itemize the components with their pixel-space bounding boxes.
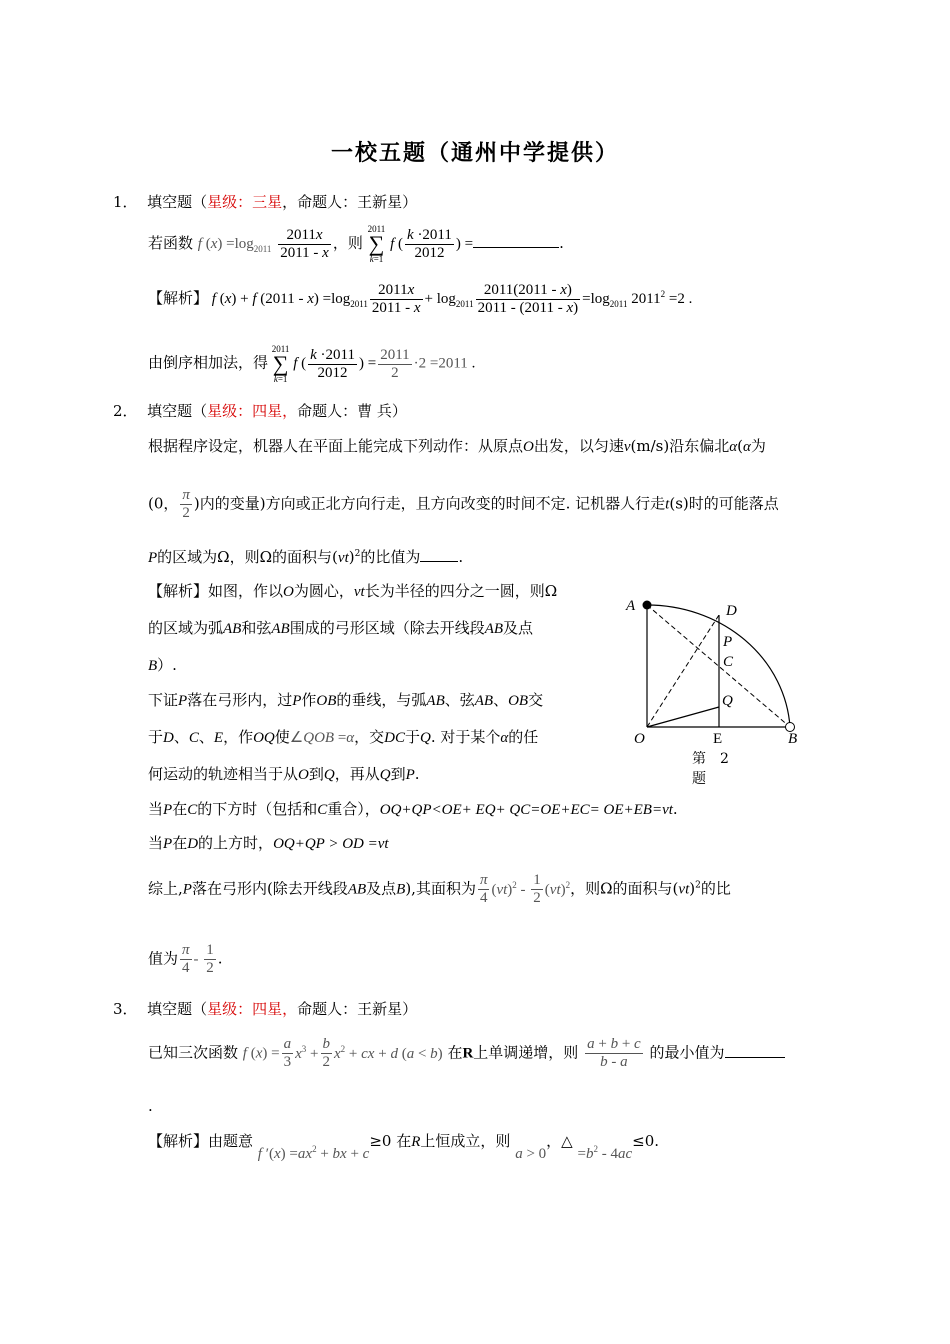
q2-solution-9: 综上,P落在弓形内(除去开线段AB及点B),其面积为 $\frac{\pi}{4}$ (vt)$^2$ - $\frac{1}{2}$ (vt)$^2$，则Ω的面积与(vt)$^2$的比 (148, 872, 731, 906)
q1-solution-2: 由倒序相加法，得 2011 ∑ k=1 f ( $\frac{k \cdot 2011}{2012}$ ) = $\frac{2011}{2}$ ·2 =2011 . (148, 344, 476, 384)
page-title: 一校五题（通州中学提供） (330, 141, 619, 166)
q3-solution: 【解析】由题意 f $'(x) =ax^2$ + bx + c≥0 在R上恒成立，则 a > 0，△ $=b^2 - 4ac\le 0$. (148, 1132, 660, 1162)
q1-header: 1． 填空题（星级：三星，命题人：王新星） (113, 193, 418, 211)
label-o: O (634, 731, 645, 747)
figure-caption-2: 题 (692, 771, 706, 787)
q2-header: 2． 填空题（星级：四星，命题人：曹 兵） (113, 402, 407, 420)
q2-solution-6: 何运动的轨迹相当于从O到Q，再从Q到P. (148, 765, 420, 783)
label-c: C (723, 654, 734, 670)
label-q: Q (722, 693, 733, 709)
figure-caption: 第 2 (692, 751, 729, 767)
label-b: B (788, 731, 798, 747)
q2-solution-5: 于D、C、E，作OQ使∠QOB =α，交DC于Q. 对于某个α的任 (148, 728, 539, 746)
q2-solution-1: 【解析】如图，作以O为圆心，vt长为半径的四分之一圆，则Ω (148, 582, 558, 600)
label-e: E (713, 731, 723, 747)
q3-header: 3． 填空题（星级：四星，命题人：王新星） (113, 1000, 418, 1018)
q2-problem-line-1: 根据程序设定，机器人在平面上能完成下列动作：从原点O出发，以匀速v(m/s)沿东偏北α(α为 (148, 437, 766, 455)
q3-statement-end: . (148, 1097, 153, 1115)
q2-solution-3: B）. (148, 656, 177, 674)
q2-solution-4: 下证P落在弓形内，过P作OB的垂线，与弧AB、弦AB、OB交 (148, 691, 544, 709)
q2-solution-7: 当P在C的下方时（包括和C重合），OQ+QP<OE+ EQ+ QC=OE+EC= OE+EB=vt. (148, 800, 678, 818)
q2-solution-2: 的区域为弧AB和弦AB围成的弓形区域（除去开线段AB及点 (148, 619, 534, 637)
q2-problem-line-3: P的区域为Ω，则Ω的面积与(vt)$^2$的比值为 . (148, 548, 464, 566)
label-a: A (626, 598, 636, 614)
q3-statement: 已知三次函数 f (x) = $\frac{a}{3}$ $x^3$ + $\frac{b}{2}$ $x^2$ + cx + d (a < b) 在R上单调递增，则 $\frac{a + b + c}{b - a}$ 的最小值为 (148, 1036, 785, 1071)
q1-solution: 【解析】 f (x) + f $(2011 - x) =\log_{2011}$ $\frac{2011x}{2011 - x}$ + $\log_{2011}$ $\frac{2011(2011 - x)}{2011 - (2011 - x)}$ $=\log_{2011}$ $2011^2 =2$ . (148, 282, 693, 316)
point-a (643, 601, 652, 610)
label-d: D (726, 603, 737, 619)
label-p: P (723, 634, 733, 650)
q2-solution-10: 值为 $\frac{\pi}{4}$ - $\frac{1}{2}$ . (148, 942, 223, 976)
q1-statement: 若函数 f $(x) =\log_{2011}$ $\frac{2011x}{2011 - x}$ ，则 2011 ∑ k=1 f ( $\frac{k \cdot 2011}{2012}$ ) = . (148, 224, 564, 264)
q2-problem-line-2: (0， $\frac{\pi}{2}$ )内的变量)方向或正北方向行走，且方向改变的时间不定. 记机器人行走t(s)时的可能落点 (148, 487, 779, 521)
q2-solution-8: 当P在D的上方时，OQ+QP > OD =vt (148, 834, 389, 852)
